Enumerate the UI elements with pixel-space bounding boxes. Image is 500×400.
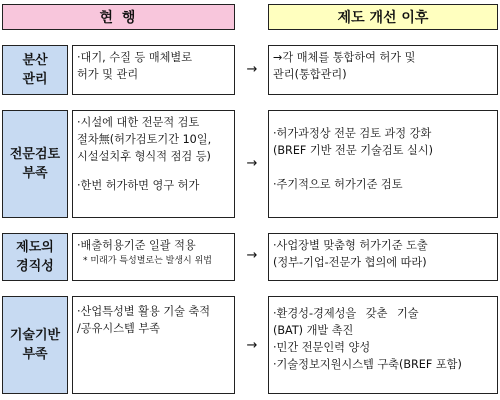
current-line: ·산업특성별 활용 기술 축적 [77,305,211,318]
current-box-row4 [72,296,235,394]
improved-line: ·민간 전문인력 양성 [273,341,371,354]
improved-line: (BAT) 개발 촉진 [273,324,354,337]
current-line [77,165,231,177]
category-distributed-management [2,45,68,95]
category-line: 관리 [22,72,48,87]
improved-line [273,159,493,176]
improved-line: ·주기적으로 허가기준 검토 [273,178,403,191]
improved-line: (BREF 기반 전문 기술검토 실시) [273,144,433,157]
category-expert-review [2,110,68,218]
improved-box-row3 [268,233,498,281]
current-line: /공유시스템 부족 [77,322,160,335]
current-line: 절차無(허가검토기간 10일, [77,133,212,146]
improved-line: ·사업장별 맞춤형 허가기준 도출 [273,239,428,252]
category-line: 부족 [22,166,48,181]
improved-box-row1 [268,45,498,95]
category-rigidity [2,233,68,281]
current-line: 시설설치후 형식적 점검 등) [77,150,211,163]
category-line: 분산 [22,53,48,68]
category-line: 경직성 [16,259,54,274]
category-technology-base [2,296,68,394]
arrow-row1: → [246,62,258,77]
improved-line: →각 매체를 통합하여 허가 및 [273,51,416,64]
current-note: * 미래가 특성별로는 발생시 위법 [83,256,212,266]
current-box-row2 [72,110,235,218]
arrow-row2: → [246,156,258,171]
current-line: ·배출허용기준 일괄 적용 [77,239,196,252]
header-improved: 제도 개선 이후 [268,4,498,30]
category-line: 기술기반 [9,328,61,343]
header-current: 현 행 [2,4,235,30]
improved-line: ·환경성-경제성을 갖춘 기술 [273,307,419,320]
current-line: ·한번 허가하면 영구 허가 [77,179,200,192]
improved-line: ·기술정보지원시스템 구축(BREF 포함) [273,358,462,371]
improved-line: 관리(통합관리) [273,68,347,81]
improved-box-row2 [268,110,498,218]
category-line: 전문검토 [9,147,61,162]
category-line: 부족 [22,347,48,362]
improved-line: ·허가과정상 전문 검토 과정 강화 [273,127,432,140]
current-line: ·시설에 대한 전문적 검토 [77,116,200,129]
arrow-row4: → [246,338,258,353]
arrow-row3: → [246,248,258,263]
improved-line: (정부-기업-전문가 협의에 따라) [273,256,427,269]
category-line: 제도의 [16,240,54,255]
current-box-row3 [72,233,235,281]
improved-box-row4 [268,296,498,394]
current-line: ·대기, 수질 등 매체별로 [77,51,193,64]
current-line: 허가 및 관리 [77,68,139,81]
current-box-row1 [72,45,235,95]
